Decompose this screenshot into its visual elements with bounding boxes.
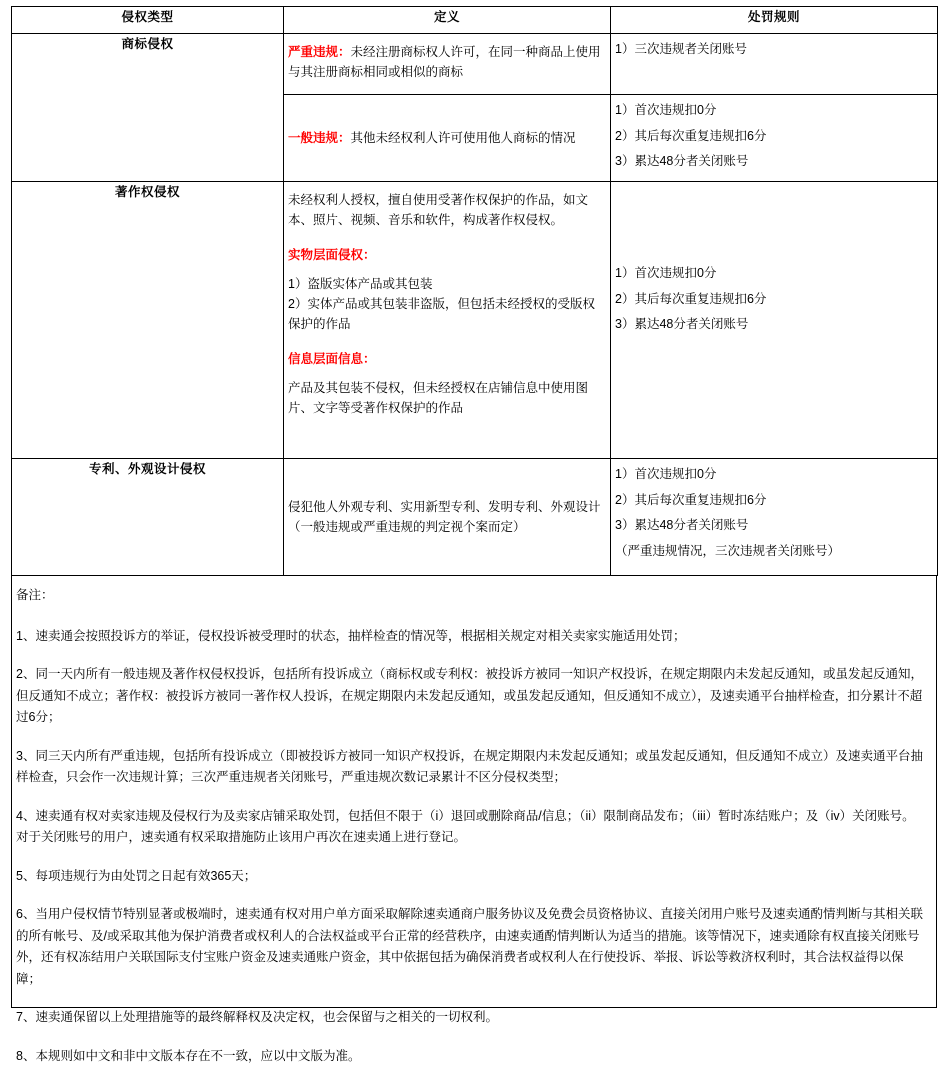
rule-item: 1）首次违规扣0分 xyxy=(615,267,933,280)
rule-item: 3）累达48分者关闭账号 xyxy=(615,155,933,168)
information-infringement-text: 产品及其包装不侵权，但未经授权在店铺信息中使用图片、文字等受著作权保护的作品 xyxy=(288,378,604,419)
table-row xyxy=(12,459,938,576)
rules-trademark-severe xyxy=(611,34,938,95)
definition-copyright xyxy=(284,182,611,459)
row-label-copyright: 著作权侵权 xyxy=(12,182,284,459)
table-row xyxy=(12,34,938,95)
general-violation-text: 其他未经权利人许可使用他人商标的情况 xyxy=(351,131,576,145)
physical-item: 1）盗版实体产品或其包装 xyxy=(288,274,604,294)
definition-trademark-general xyxy=(284,95,611,182)
note-item: 5、每项违规行为由处罚之日起有效365天； xyxy=(16,866,926,888)
severe-violation-label: 严重违规： xyxy=(288,45,351,59)
note-item: 8、本规则如中文和非中文版本存在不一致，应以中文版为准。 xyxy=(16,1046,926,1067)
definition-text-wrap xyxy=(288,128,576,148)
general-violation-label: 一般违规： xyxy=(288,131,351,145)
copyright-intro-text: 未经权利人授权，擅自使用受著作权保护的作品，如文本、照片、视频、音乐和软件，构成著作权侵权。 xyxy=(288,190,604,231)
table-row xyxy=(12,182,938,459)
header-punishment-rules: 处罚规则 xyxy=(611,7,938,34)
table-body xyxy=(12,34,938,576)
rule-item: 1）三次违规者关闭账号 xyxy=(615,43,933,56)
spacer xyxy=(288,265,604,274)
rule-item: 2）其后每次重复违规扣6分 xyxy=(615,130,933,143)
row-label-patent: 专利、外观设计侵权 xyxy=(12,459,284,576)
note-item: 3、同三天内所有严重违规，包括所有投诉成立（即被投诉方被同一知识产权投诉，在规定期限内未发起反通知；或虽发起反通知，但反通知不成立）及速卖通平台抽样检查，只会作一次违规计算；三次严重违规者关闭账号，严重违规次数记录累计不区分侵权类型； xyxy=(16,746,926,789)
note-item: 6、当用户侵权情节特别显著或极端时，速卖通有权对用户单方面采取解除速卖通商户服务协议及免费会员资格协议、直接关闭用户账号及速卖通酌情判断与其相关联的所有帐号、及/或采取其他为保护消费者或权利人的合法权益或平台正常的经营秩序，由速卖通酌情判断认为适当的措施。该等情况下，速卖通除有权直接关闭账号外，还有权冻结用户关联国际支付宝账户资金及速卖通账户资金，其中依据包括为确保消费者或权利人在行使投诉、举报、诉讼等救济权利时，其合法权益得以保障； xyxy=(16,904,926,990)
rules-copyright xyxy=(611,182,938,459)
rule-item: 1）首次违规扣0分 xyxy=(615,468,933,481)
rules-patent xyxy=(611,459,938,576)
rule-item: 1）首次违规扣0分 xyxy=(615,104,933,117)
row-label-trademark: 商标侵权 xyxy=(12,34,284,182)
rule-item: 3）累达48分者关闭账号 xyxy=(615,318,933,331)
physical-infringement-label: 实物层面侵权： xyxy=(288,245,604,265)
definition-trademark-severe xyxy=(284,34,611,95)
table-header xyxy=(12,7,938,34)
note-item: 7、速卖通保留以上处理措施等的最终解释权及决定权，也会保留与之相关的一切权利。 xyxy=(16,1007,926,1029)
rule-item: 2）其后每次重复违规扣6分 xyxy=(615,293,933,306)
patent-definition-text: 侵犯他人外观专利、实用新型专利、发明专利、外观设计（一般违规或严重违规的判定视个案而定） xyxy=(288,497,604,538)
spacer xyxy=(288,369,604,378)
spacer xyxy=(288,231,604,245)
header-definition: 定义 xyxy=(284,7,611,34)
physical-item: 2）实体产品或其包装非盗版，但包括未经授权的受版权保护的作品 xyxy=(288,294,604,335)
rule-item: 2）其后每次重复违规扣6分 xyxy=(615,494,933,507)
spacer xyxy=(288,335,604,349)
rule-item: 3）累达48分者关闭账号 xyxy=(615,519,933,532)
definition-text-wrap xyxy=(288,42,604,83)
note-item: 4、速卖通有权对卖家违规及侵权行为及卖家店铺采取处罚，包括但不限于（i）退回或删除商品/信息；（ii）限制商品发布；（iii）暂时冻结账户；及（iv）关闭账号。对于关闭账号的用户，速卖通有权采取措施防止该用户再次在速卖通上进行登记。 xyxy=(16,806,926,849)
information-infringement-label: 信息层面信息： xyxy=(288,349,604,369)
table-header-row xyxy=(12,7,938,34)
severe-violation-text: 未经注册商标权人许可，在同一种商品上使用与其注册商标相同或相似的商标 xyxy=(288,45,601,79)
note-item: 2、同一天内所有一般违规及著作权侵权投诉，包括所有投诉成立（商标权或专利权：被投诉方被同一知识产权投诉，在规定期限内未发起反通知，或虽发起反通知，但反通知不成立；著作权：被投诉方被同一著作权人投诉，在规定期限内未发起反通知，或虽发起反通知，但反通知不成立），及速卖通平台抽样检查，扣分累计不超过6分； xyxy=(16,664,926,729)
notes-title: 备注： xyxy=(16,585,926,607)
rules-trademark-general xyxy=(611,95,938,182)
notes-section xyxy=(11,576,937,1008)
definition-patent xyxy=(284,459,611,576)
rule-item-note: （严重违规情况，三次违规者关闭账号） xyxy=(615,545,933,558)
note-item: 1、速卖通会按照投诉方的举证，侵权投诉被受理时的状态，抽样检查的情况等，根据相关规定对相关卖家实施适用处罚； xyxy=(16,626,926,648)
header-infringement-type: 侵权类型 xyxy=(12,7,284,34)
infringement-rules-table xyxy=(11,6,938,576)
